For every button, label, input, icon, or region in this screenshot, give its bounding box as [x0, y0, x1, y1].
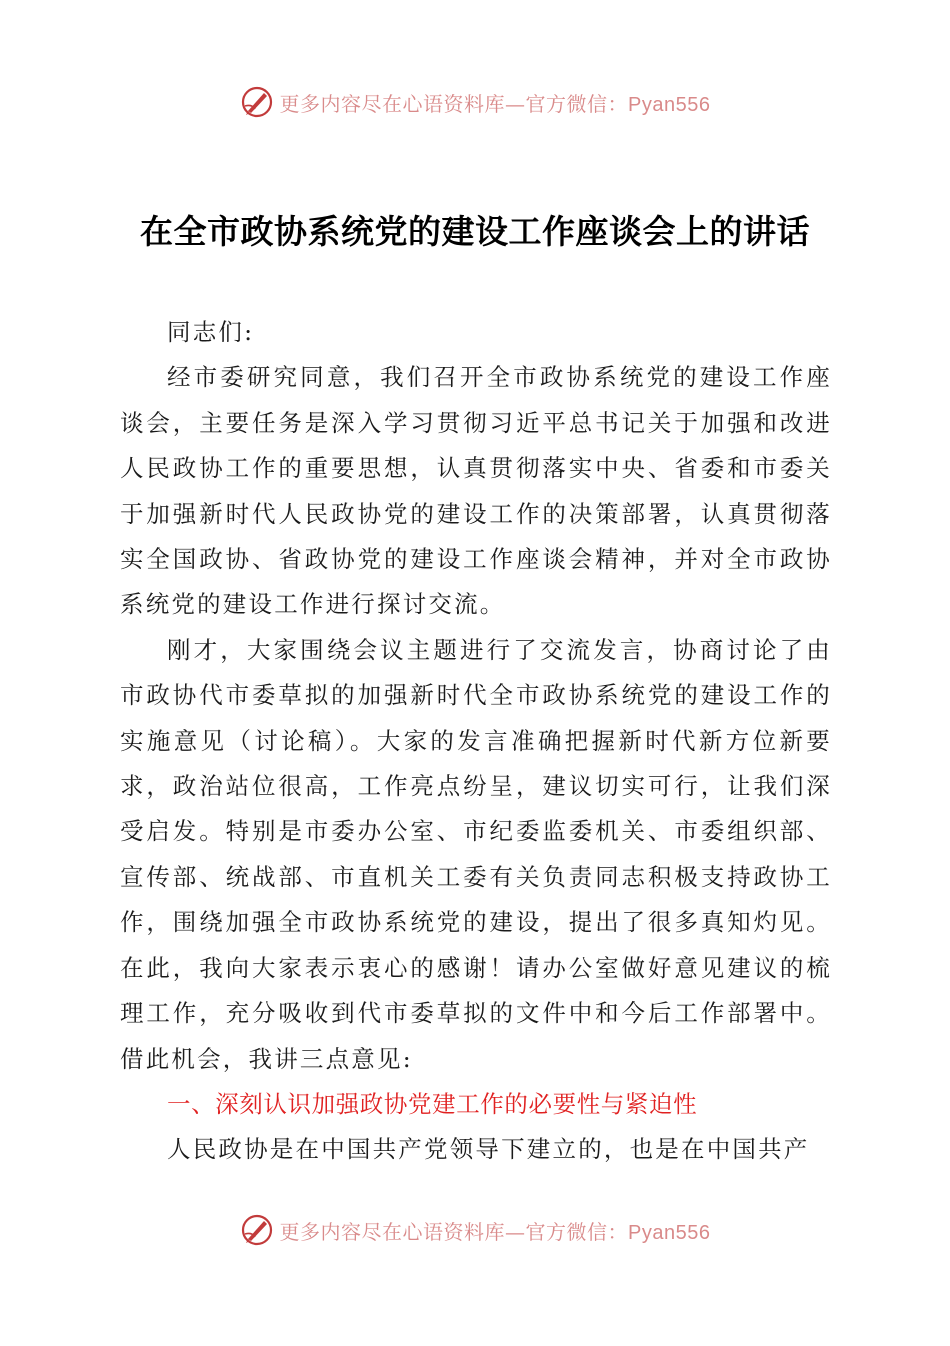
paragraph-2: 刚才，大家围绕会议主题进行了交流发言，协商讨论了由市政协代市委草拟的加强新时代全市政协系统党的建设工作的实施意见（讨论稿）。大家的发言准确把握新时代新方位新要求，政治站位很高，工作亮点纷呈，建议切实可行，让我们深受启发。特别是市委办公室、市纪委监委机关、市委组织部、宣传部、统战部、市直机关工委有关负责同志积极支持政协工作，围绕加强全市政协系统党的建设，提出了很多真知灼见。在此，我向大家表示衷心的感谢！请办公室做好意见建议的梳理工作，充分吸收到代市委草拟的文件中和今后工作部署中。借此机会，我讲三点意见:: [120, 635, 832, 1073]
salutation: 同志们:: [167, 318, 255, 346]
watermark-header: [0, 82, 950, 122]
section-heading: 一、深刻认识加强政协党建工作的必要性与紧迫性: [167, 1089, 698, 1118]
watermark-text: 更多内容尽在心语资料库—官方微信：Pyan556: [279, 1219, 711, 1244]
paragraph-3: 人民政协是在中国共产党领导下建立的，也是在中国共产: [167, 1135, 810, 1164]
document-title: 在全市政协系统党的建设工作座谈会上的讲话: [140, 212, 810, 251]
watermark-wechat-id: Pyan556: [628, 1221, 711, 1244]
document-body: [120, 310, 832, 1173]
watermark-footer: [0, 1210, 950, 1250]
watermark-text: 更多内容尽在心语资料库—官方微信：Pyan556: [279, 91, 711, 116]
pen-circle-logo-icon: [240, 85, 274, 119]
watermark-wechat-id: Pyan556: [628, 93, 711, 116]
pen-circle-logo-icon: [240, 1213, 274, 1247]
paragraph-1: 经市委研究同意，我们召开全市政协系统党的建设工作座谈会，主要任务是深入学习贯彻习近平总书记关于加强和改进人民政协工作的重要思想，认真贯彻落实中央、省委和市委关于加强新时代人民政协党的建设工作的决策部署，认真贯彻落实全国政协、省政协党的建设工作座谈会精神，并对全市政协系统党的建设工作进行探讨交流。: [120, 363, 832, 619]
